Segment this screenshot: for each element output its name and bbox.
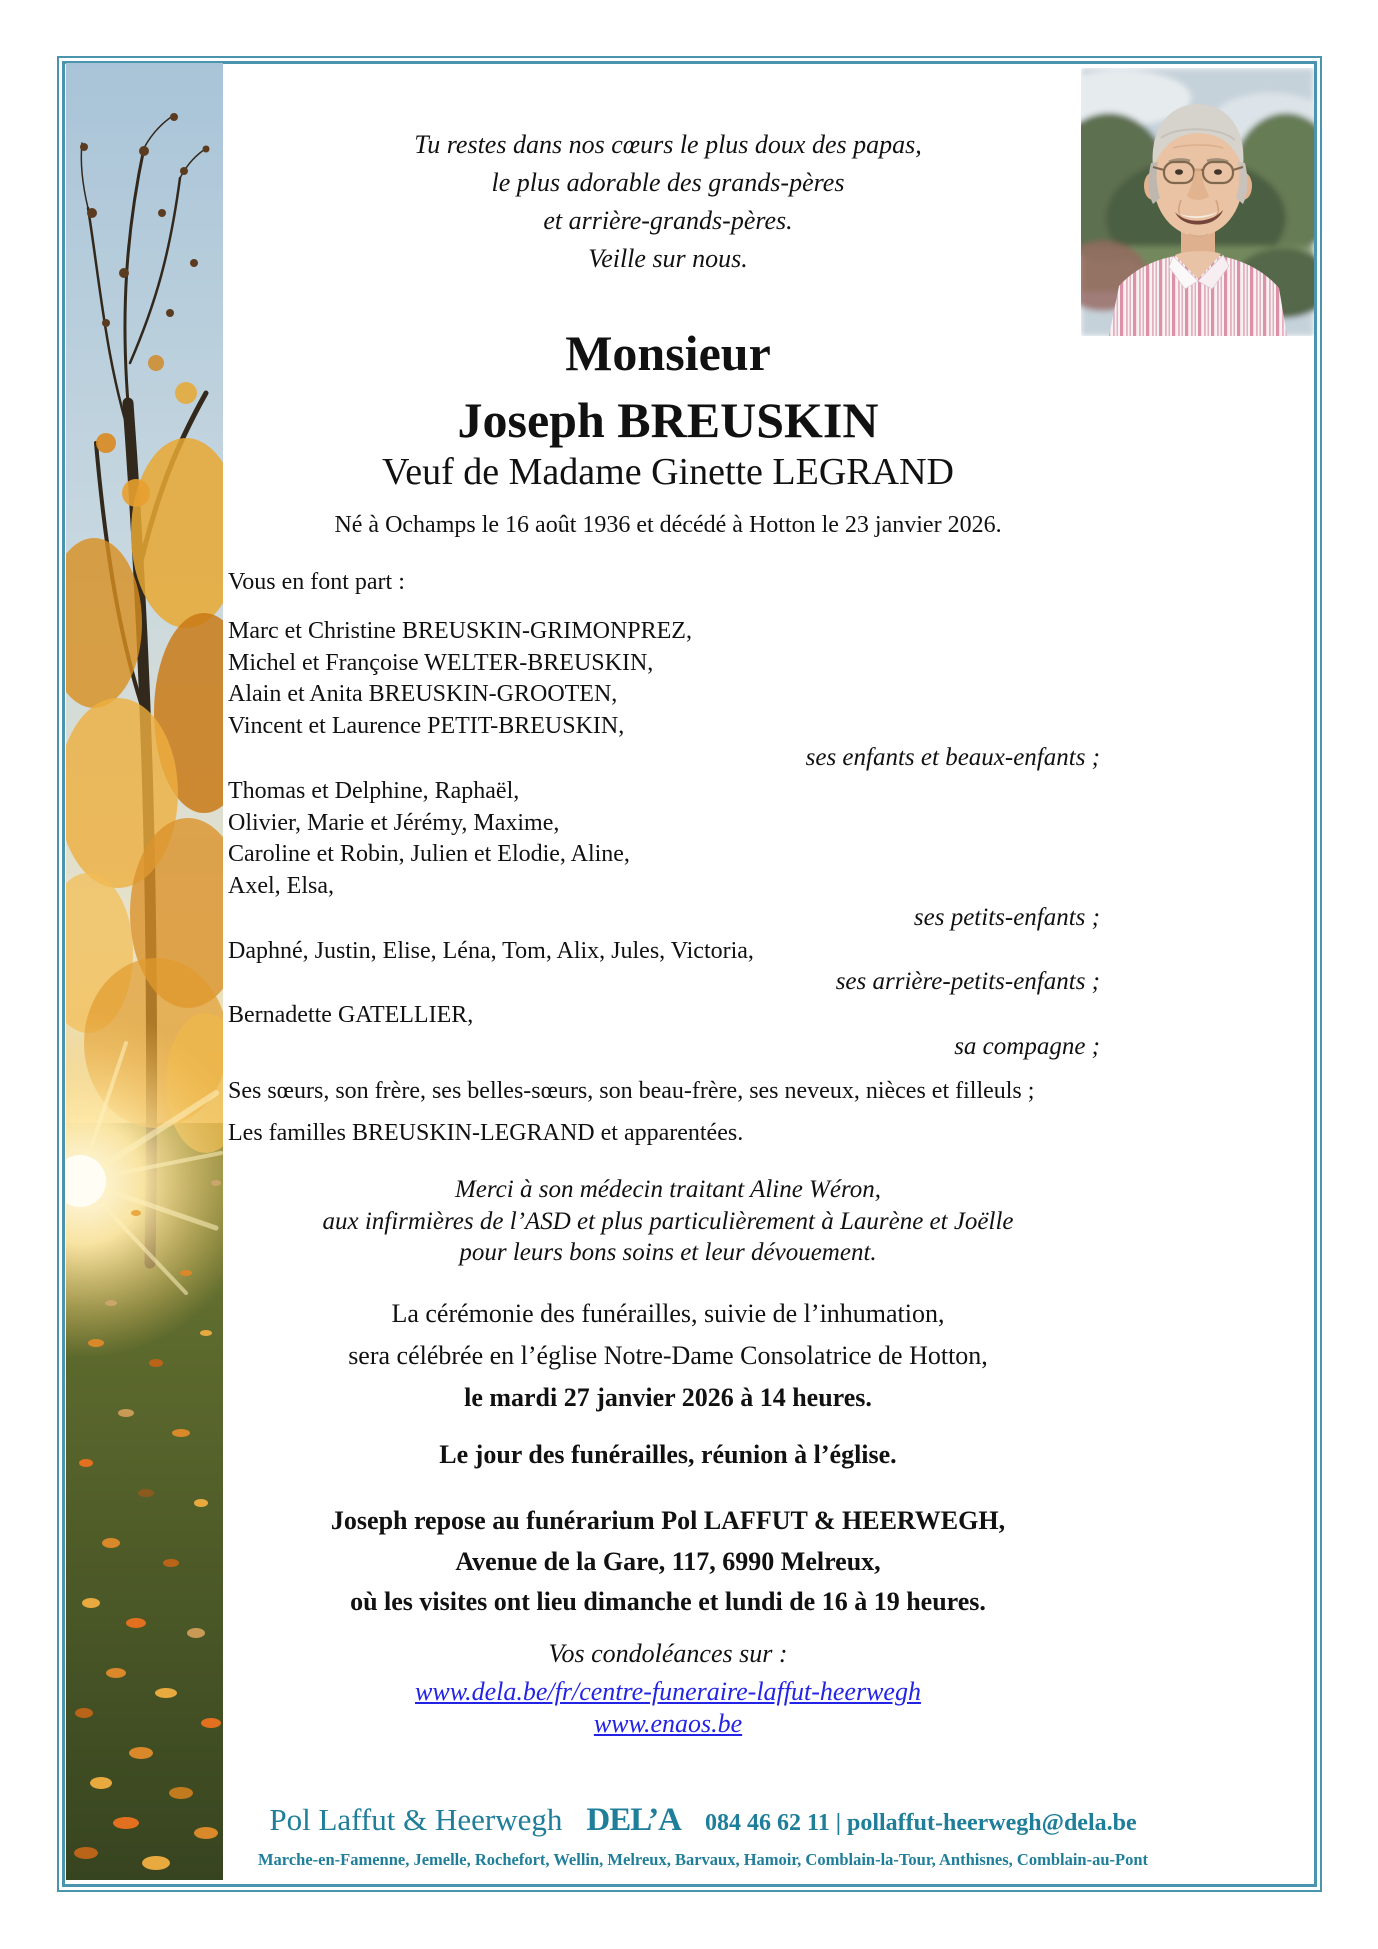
announce-intro: Vous en font part : [228,569,405,595]
funeral-home-footer [228,1802,1178,1839]
child-line: Alain et Anita BREUSKIN-GROOTEN, [228,681,618,707]
children-list [228,616,1208,742]
footer-phone: 084 46 62 11 [705,1810,830,1836]
footer-contact [705,1810,1137,1837]
grandchild-line: Olivier, Marie et Jérémy, Maxime, [228,809,560,836]
grandchildren-list [228,776,1208,902]
thanks-line: pour leurs bons soins et leur dévouement. [459,1239,877,1266]
ceremony-line: La cérémonie des funérailles, suivie de l’inhumation, [391,1299,945,1328]
repose-line: Avenue de la Gare, 117, 6990 Melreux, [455,1546,881,1576]
ceremony-line: sera célébrée en l’église Notre-Dame Consolatrice de Hotton, [348,1341,988,1370]
quote-line: le plus adorable des grands-pères [491,168,845,197]
child-line: Vincent et Laurence PETIT-BREUSKIN, [228,712,625,739]
grandchild-line: Caroline et Robin, Julien et Elodie, Aline, [228,841,630,867]
thanks-line: aux infirmières de l’ASD et plus particulièrement à Laurène et Joëlle [322,1207,1014,1235]
title-block [228,320,1108,454]
dela-logo: DEL’A [586,1802,682,1838]
deceased-name: Joseph BREUSKIN [457,392,879,448]
autumn-trees-photo [66,63,223,1880]
portrait-photo [1081,68,1314,336]
footer-locations: Marche-en-Famenne, Jemelle, Rochefort, Wellin, Melreux, Barvaux, Hamoir, Comblain-la-Tour, Anthisnes, Comblain-au-Pont [257,1850,1149,1869]
quote-line: Tu restes dans nos cœurs le plus doux des papas, [414,130,922,159]
ceremony-date-line: le mardi 27 janvier 2026 à 14 heures. [464,1383,872,1412]
quote-line: et arrière-grands-pères. [543,206,793,235]
condolences-link-dela[interactable]: www.dela.be/fr/centre-funeraire-laffut-heerwegh [415,1677,921,1706]
civility-title: Monsieur [565,325,771,381]
grandchild-line: Thomas et Delphine, Raphaël, [228,778,520,804]
memorial-quote [228,126,1108,278]
footer-separator: | [835,1810,841,1836]
children-label: ses enfants et beaux-enfants ; [805,744,1100,771]
condolences-links [228,1676,1108,1740]
funeral-home-name: Pol Laffut & Heerwegh [269,1802,563,1837]
thanks-line: Merci à son médecin traitant Aline Wéron, [454,1176,882,1203]
thanks-paragraph [228,1174,1108,1269]
great-grandchildren-label: ses arrière-petits-enfants ; [835,968,1100,995]
great-grandchildren-line: Daphné, Justin, Elise, Léna, Tom, Alix, Jules, Victoria, [228,938,754,964]
companion-line: Bernadette GATELLIER, [228,1002,474,1028]
widower-line: Veuf de Madame Ginette LEGRAND [382,451,954,493]
siblings-line: Ses sœurs, son frère, ses belles-sœurs, son beau-frère, ses neveux, nièces et filleuls ; [228,1078,1035,1104]
condolences-link-enaos[interactable]: www.enaos.be [593,1709,743,1738]
grandchildren-label: ses petits-enfants ; [913,904,1100,931]
ceremony-paragraph [228,1293,1108,1419]
reunion-line: Le jour des funérailles, réunion à l’église. [439,1440,897,1469]
quote-line: Veille sur nous. [588,244,748,273]
birth-death-line: Né à Ochamps le 16 août 1936 et décédé à Hotton le 23 janvier 2026. [334,512,1002,538]
child-line: Marc et Christine BREUSKIN-GRIMONPREZ, [228,618,692,644]
companion-label: sa compagne ; [954,1033,1100,1060]
repose-paragraph [228,1501,1108,1623]
repose-line: Joseph repose au funérarium Pol LAFFUT & HEERWEGH, [330,1506,1006,1535]
footer-email: pollaffut-heerwegh@dela.be [847,1810,1137,1836]
condolences-label: Vos condoléances sur : [548,1639,788,1668]
repose-line: où les visites ont lieu dimanche et lundi de 16 à 19 heures. [350,1587,986,1616]
families-line: Les familles BREUSKIN-LEGRAND et apparentées. [228,1120,744,1146]
child-line: Michel et Françoise WELTER-BREUSKIN, [228,649,654,676]
grandchild-line: Axel, Elsa, [228,872,334,899]
